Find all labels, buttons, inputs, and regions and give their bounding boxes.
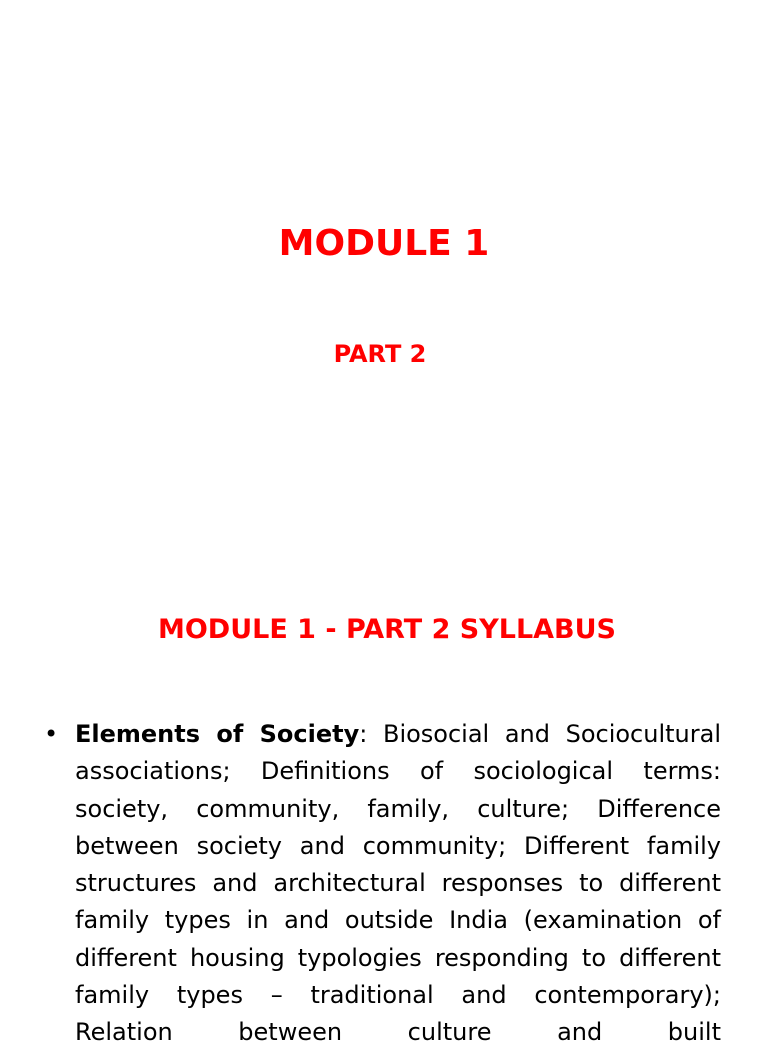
syllabus-heading: MODULE 1 - PART 2 SYLLABUS xyxy=(157,614,617,645)
part-subtitle: PART 2 xyxy=(333,340,427,368)
bullet-text xyxy=(75,716,721,1052)
bullet-term: Elements of Society xyxy=(75,720,360,748)
syllabus-slide xyxy=(0,576,768,1047)
module-title: MODULE 1 xyxy=(278,223,490,264)
term-separator: : xyxy=(359,720,368,748)
bullet-body: Biosocial and Sociocultural associations; Definitions of sociological terms: society, community, family, culture; Difference between society and community; Different family structures and architectural responses to different family types in and outside India (examination of different housing typologies responding to different family types – traditional and contemporary); Relation between culture and built xyxy=(75,720,721,1047)
bullet-icon: • xyxy=(44,720,59,748)
